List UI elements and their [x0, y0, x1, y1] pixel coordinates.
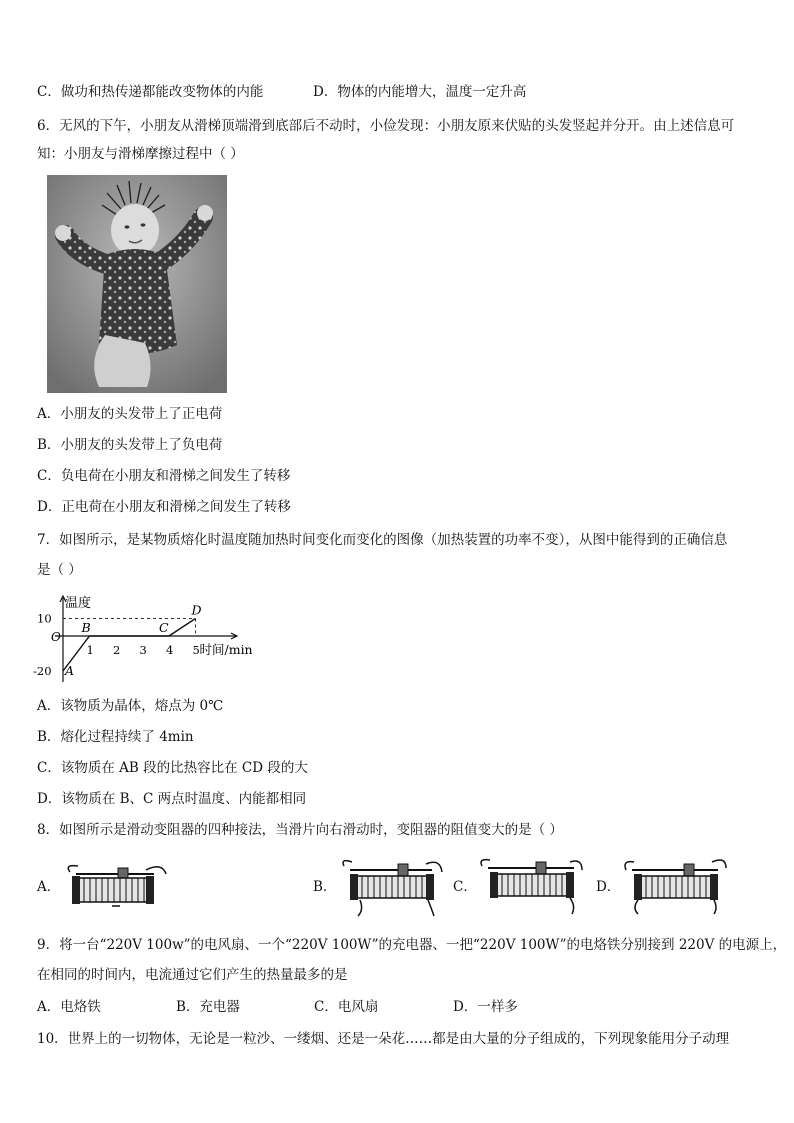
q7-stem-line1: 7．如图所示，是某物质熔化时温度随加热时间变化而变化的图像（加热装置的功率不变），从图中能得到的正确信息 — [37, 532, 728, 548]
q6-option-a: A．小朋友的头发带上了正电荷 — [37, 406, 223, 422]
rheostat-a-icon — [62, 862, 170, 916]
melting-curve-svg — [33, 592, 277, 684]
child-photo-illustration — [47, 175, 227, 393]
y-tick-label: -20 — [33, 664, 52, 678]
q6-stem-line1: 6．无风的下午，小朋友从滑梯顶端滑到底部后不动时，小俭发现：小朋友原来伏贴的头发竖起并分开。由上述信息可 — [37, 118, 735, 134]
q7-option-c: C．该物质在 AB 段的比热容比在 CD 段的大 — [37, 760, 308, 776]
x-tick-label: 5 — [192, 643, 200, 657]
q8-label-b: B． — [313, 879, 337, 895]
q6-option-d: D．正电荷在小朋友和滑梯之间发生了转移 — [37, 499, 291, 515]
x-tick-label: 3 — [139, 643, 147, 657]
q9-option-a: A．电烙铁 — [37, 999, 101, 1015]
q7-option-b: B．熔化过程持续了 4min — [37, 729, 194, 745]
point-label-d: D — [191, 602, 202, 618]
x-tick-label: 1 — [86, 643, 94, 657]
x-tick-label: 4 — [166, 643, 174, 657]
rheostat-b-icon — [338, 858, 446, 922]
q8-stem: 8．如图所示是滑动变阻器的四种接法，当滑片向右滑动时，变阻器的阻值变大的是（ ） — [37, 822, 563, 838]
q7-option-d: D．该物质在 B、C 两点时温度、内能都相同 — [37, 791, 307, 807]
rheostat-d-icon — [622, 856, 730, 920]
q6-option-b: B．小朋友的头发带上了负电荷 — [37, 437, 223, 453]
q8-label-d: D． — [596, 879, 621, 895]
q7-stem-line2: 是（ ） — [37, 562, 82, 578]
q8-label-a: A． — [37, 879, 61, 895]
q5-option-c: C．做功和热传递都能改变物体的内能 — [37, 84, 264, 100]
rheostat-c-icon — [478, 856, 586, 920]
q5-option-d: D．物体的内能增大，温度一定升高 — [313, 84, 527, 100]
q9-option-d: D．一样多 — [453, 999, 518, 1015]
q9-option-b: B．充电器 — [176, 999, 240, 1015]
q9-stem-line1: 9．将一台“220V 100w”的电风扇、一个“220V 100W”的充电器、一把“220V 100W”的电烙铁分别接到 220V 的电源上， — [37, 937, 787, 953]
q7-option-a: A．该物质为晶体，熔点为 0℃ — [37, 698, 224, 714]
point-label-c: C — [159, 620, 169, 635]
child-on-slide-photo — [47, 175, 227, 393]
point-label-a: A — [65, 663, 75, 678]
origin-label: O — [51, 630, 61, 644]
q8-label-c: C． — [453, 879, 477, 895]
x-axis-label: 时间/min — [199, 642, 253, 657]
q6-option-c: C．负电荷在小朋友和滑梯之间发生了转移 — [37, 468, 291, 484]
q6-stem-line2: 知：小朋友与滑梯摩擦过程中（ ） — [37, 146, 244, 162]
x-tick-label: 2 — [113, 643, 121, 657]
melting-curve-chart — [33, 592, 277, 688]
q9-option-c: C．电风扇 — [314, 999, 379, 1015]
q10-stem-line1: 10．世界上的一切物体，无论是一粒沙、一缕烟、还是一朵花……都是由大量的分子组成的，下列现象能用分子动理 — [37, 1031, 730, 1047]
y-axis-label: 温度 — [65, 596, 92, 611]
q9-stem-line2: 在相同的时间内，电流通过它们产生的热量最多的是 — [37, 967, 348, 983]
y-tick-label: 10 — [37, 611, 52, 626]
point-label-b: B — [81, 620, 91, 635]
